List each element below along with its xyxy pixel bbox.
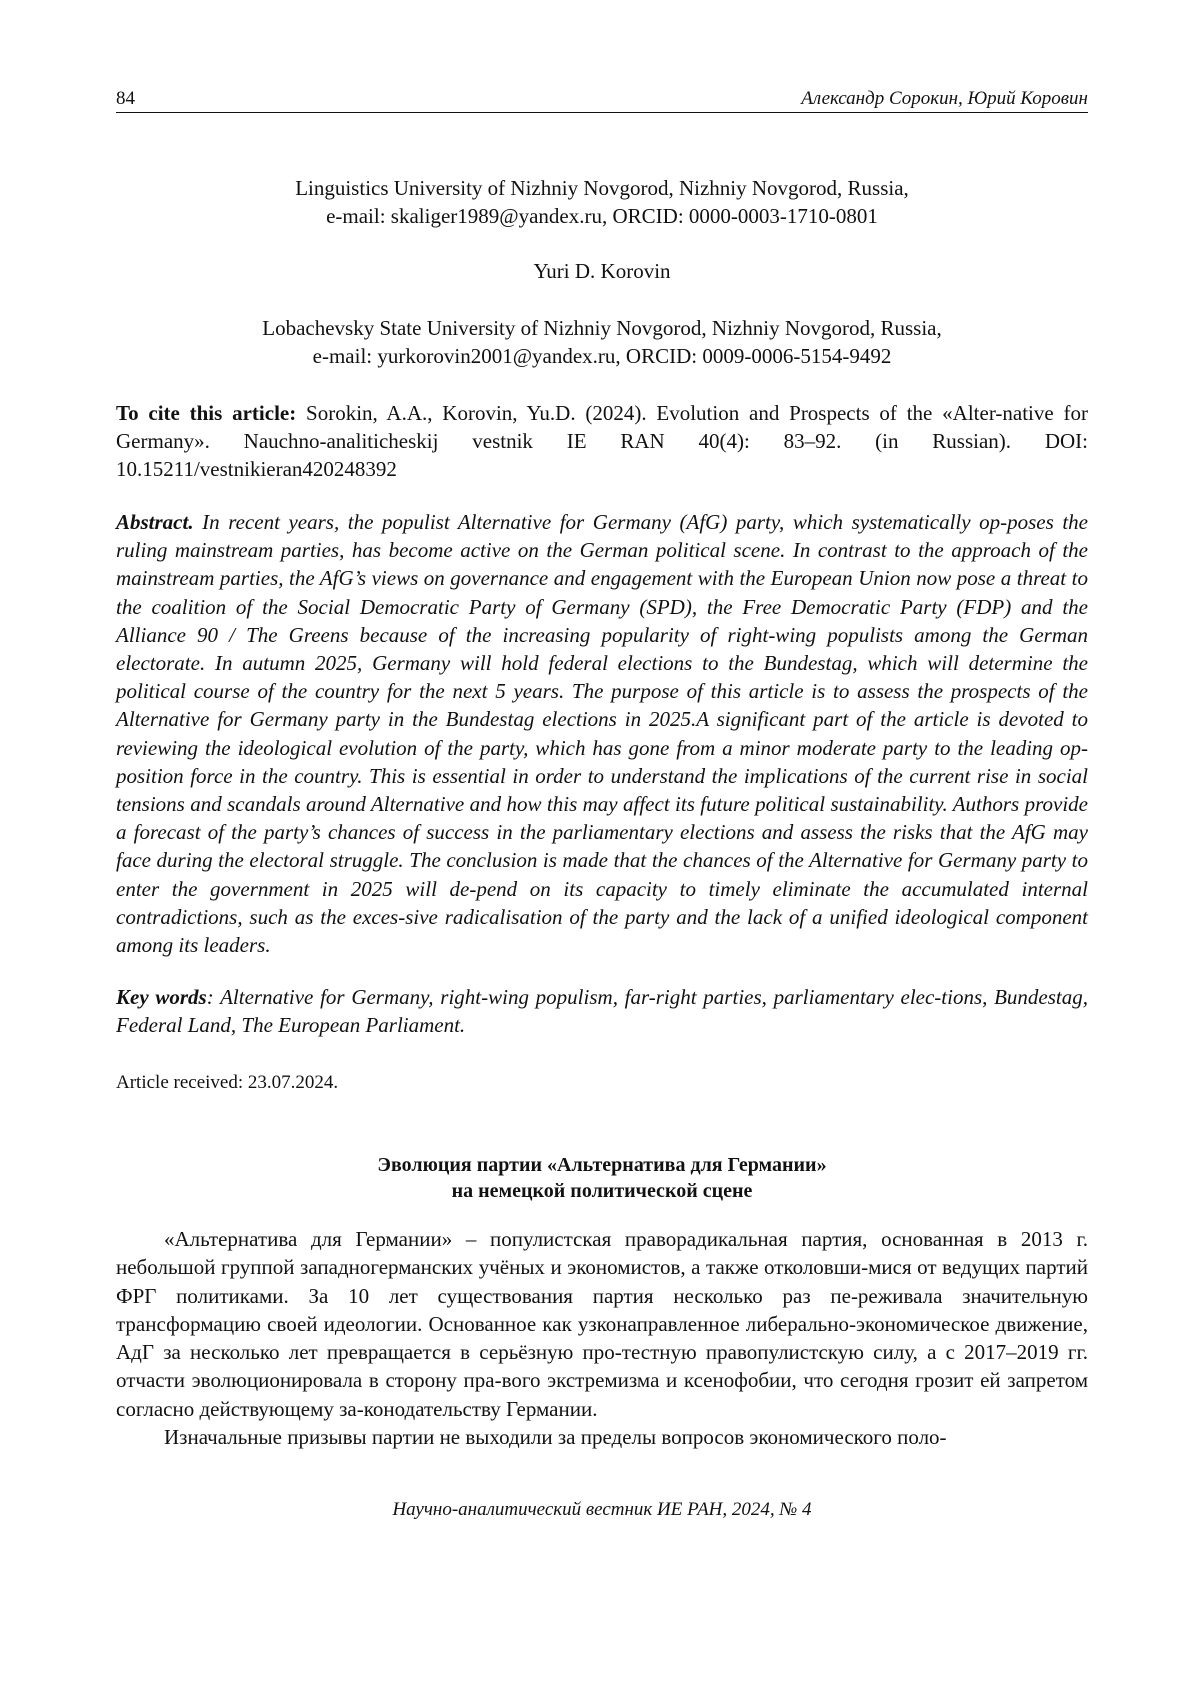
page-number: 84 — [116, 88, 135, 109]
keywords-label: Key words — [116, 985, 207, 1009]
citation-block — [116, 399, 1088, 483]
body-paragraph: Изначальные призывы партии не выходили за пределы вопросов экономического поло- — [164, 1425, 947, 1450]
running-header — [116, 86, 1088, 113]
section-title-line: на немецкой политической сцене — [451, 1180, 753, 1202]
abstract-text: In recent years, the populist Alternative for Germany (AfG) party, which systematically op-poses the ruling mainstream parties, has become active on the German political scene. In contrast to the approach of the mainstream parties, the AfG’s views on governance and engagement with the European Union now pose a threat to the coalition of the Social Democratic Party of Germany (SPD), the Free Democratic Party (FDP) and the Alliance 90 / The Greens because of the increasing popularity of right-wing populists among the German electorate. In autumn 2025, Germany will hold federal elections to the Bundestag, which will determine the political course of the country for the next 5 years. The purpose of this article is to assess the prospects of the Alternative for Germany party in the Bundestag elections in 2025.A significant part of the article is devoted to reviewing the ideological evolution of the party, which has gone from a minor moderate party to the leading op-position force in the country. This is essential in order to understand the implications of the current rise in social tensions and scandals around Alternative and how this may affect its future political sustainability. Authors provide a forecast of the party’s chances of success in the parliamentary elections and assess the risks that the AfG may face during the electoral struggle. The conclusion is made that the chances of the Alternative for Germany party to enter the government in 2025 will de-pend on its capacity to timely eliminate the accumulated internal contradictions, such as the exces-sive radicalisation of the party and the lack of a unified ideological component among its leaders. — [116, 510, 1088, 958]
affiliation-first-author — [116, 174, 1088, 230]
keywords-block — [116, 983, 1088, 1039]
citation-text: Sorokin, A.A., Korovin, Yu.D. (2024). Evolution and Prospects of the «Alter-native for Germany». Nauchno-analiticheskij vestnik IE RAN 40(4): 83–92. (in Russian). DOI: 10.15211/vestnikieran420248392 — [116, 401, 1088, 481]
section-title-line: Эволюция партии «Альтернатива для Германии» — [377, 1154, 827, 1176]
affiliation-line: Lobachevsky State University of Nizhniy Novgorod, Nizhniy Novgorod, Russia, — [262, 316, 942, 340]
body-paragraph: «Альтернатива для Германии» – популистская праворадикальная партия, основанная в 2013 г. небольшой группой западногерманских учёных и экономистов, а также отколовши-мися от ведущих партий ФРГ политиками. За 10 лет существования партия несколько раз пе-реживала значительную трансформацию своей идеологии. Основанное как узконаправленное либерально-экономическое движение, АдГ за несколько лет превращается в серьёзную про-тестную правопулистскую силу, а с 2017–2019 гг. отчасти эволюционировала в сторону пра-вого экстремизма и ксенофобии, что сегодня грозит ей запретом согласно действующему за-конодательству Германии. — [116, 1227, 1088, 1421]
abstract-label: Abstract. — [116, 510, 194, 534]
affiliation-second-author — [116, 314, 1088, 370]
running-footer-journal: Научно-аналитический вестник ИЕ РАН, 2024, № 4 — [392, 1499, 812, 1520]
body-text — [116, 1225, 1088, 1451]
affiliation-email-line: e-mail: skaliger1989@yandex.ru, ORCID: 0000-0003-1710-0801 — [326, 204, 878, 228]
section-title — [116, 1152, 1088, 1204]
second-author-name: Yuri D. Korovin — [533, 259, 671, 283]
citation-label: To cite this article: — [116, 401, 297, 425]
abstract-block — [116, 508, 1088, 959]
article-received-date: Article received: 23.07.2024. — [116, 1072, 339, 1093]
header-authors: Александр Сорокин, Юрий Коровин — [801, 88, 1088, 109]
affiliation-line: Linguistics University of Nizhniy Novgorod, Nizhniy Novgorod, Russia, — [295, 176, 909, 200]
affiliation-email-line: e-mail: yurkorovin2001@yandex.ru, ORCID: 0009-0006-5154-9492 — [312, 344, 892, 368]
keywords-text: : Alternative for Germany, right-wing populism, far-right parties, parliamentary elec-tions, Bundestag, Federal Land, The European Parliament. — [116, 985, 1089, 1038]
